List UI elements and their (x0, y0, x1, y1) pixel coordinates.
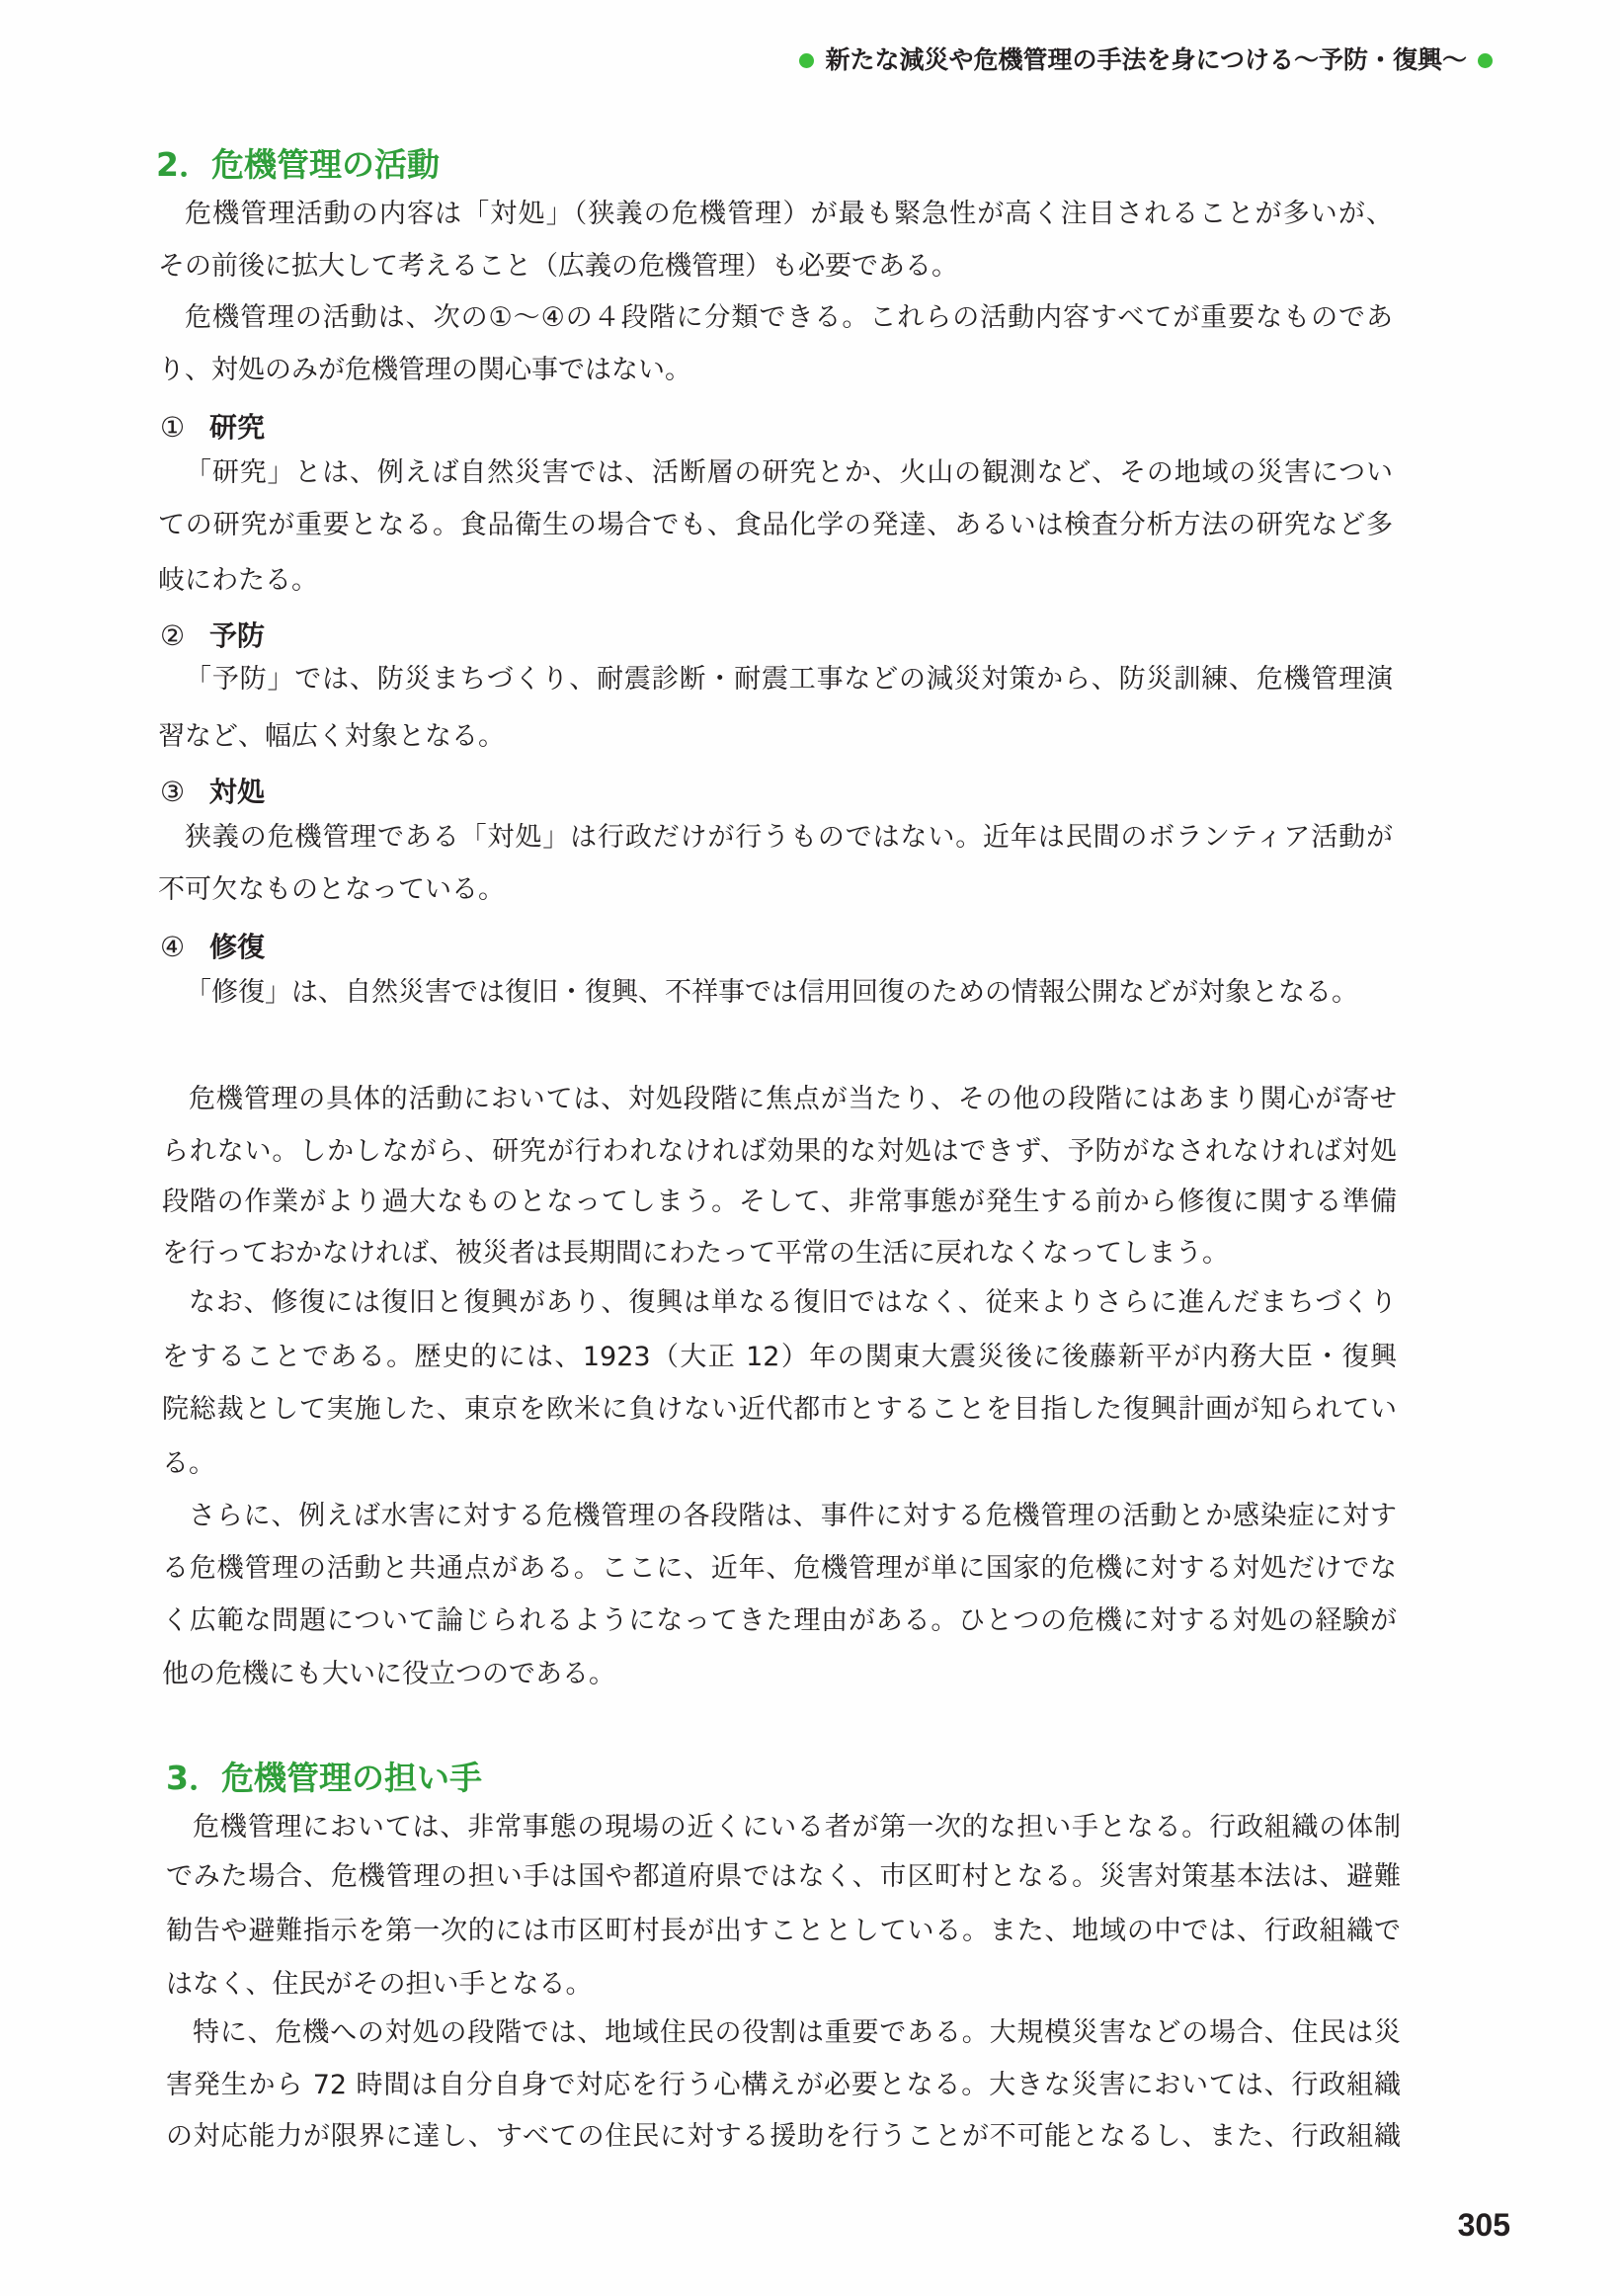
text-line: でみた場合、危機管理の担い手は国や都道府県ではなく、市区町村となる。災害対策基本法は、避難 (166, 1861, 1401, 1892)
stage-title: 修復 (209, 931, 266, 963)
page-number: 305 (1457, 2207, 1510, 2243)
running-header (799, 44, 1493, 76)
stage-heading (160, 922, 265, 973)
text-line: 院総裁として実施した、東京を欧米に負けない近代都市とすることを目指した復興計画が知られてい (162, 1394, 1397, 1425)
text-line: 害発生から 72 時間は自分自身で対応を行う心構えが必要となる。大きな災害においては、行政組織 (166, 2070, 1401, 2100)
text-line: ての研究が重要となる。食品衛生の場合でも、食品化学の発達、あるいは検査分析方法の研究など多 (158, 510, 1393, 540)
stage-number: ① (160, 411, 186, 444)
text-line: 狭義の危機管理である「対処」は行政だけが行うものではない。近年は民間のボランティア活動が (185, 822, 1393, 853)
green-bullet-icon (1478, 53, 1493, 68)
text-line: く広範な問題について論じられるようになってきた理由がある。ひとつの危機に対する対処の経験が (162, 1605, 1397, 1636)
stage-number: ② (160, 619, 186, 652)
text-line: 他の危機にも大いに役立つのである。 (162, 1659, 615, 1689)
text-line: はなく、住民がその担い手となる。 (166, 1969, 593, 2000)
text-line: 習など、幅広く対象となる。 (158, 721, 505, 752)
stage-title: 予防 (209, 619, 266, 652)
text-line: 勧告や避難指示を第一次的には市区町村長が出すこととしている。また、地域の中では、行政組織で (166, 1916, 1401, 1946)
text-line: る危機管理の活動と共通点がある。ここに、近年、危機管理が単に国家的危機に対する対処だけでな (162, 1553, 1397, 1584)
stage-title: 対処 (209, 776, 266, 808)
text-line: る。 (162, 1448, 215, 1479)
text-line: の対応能力が限界に達し、すべての住民に対する援助を行うことが不可能となるし、また、行政組織 (166, 2121, 1401, 2152)
green-bullet-icon (799, 53, 814, 68)
stage-heading (160, 767, 265, 818)
text-line: その前後に拡大して考えること（広義の危機管理）も必要である。 (158, 251, 958, 282)
stage-number: ④ (160, 931, 186, 963)
text-line: なお、修復には復旧と復興があり、復興は単なる復旧ではなく、従来よりさらに進んだまちづくり (189, 1287, 1397, 1318)
stage-number: ③ (160, 776, 186, 808)
section-heading: 2．危機管理の活動 (156, 145, 440, 184)
text-line: 特に、危機への対処の段階では、地域住民の役割は重要である。大規模災害などの場合、住民は災 (193, 2017, 1401, 2048)
text-line: をすることである。歴史的には、1923（大正 12）年の関東大震災後に後藤新平が内務大臣・復興 (162, 1342, 1397, 1372)
text-line: 危機管理活動の内容は「対処」（狭義の危機管理）が最も緊急性が高く注目されることが多いが、 (185, 199, 1393, 229)
text-line: られない。しかしながら、研究が行われなければ効果的な対処はできず、予防がなされなければ対処 (162, 1136, 1397, 1167)
text-line: 危機管理の活動は、次の①〜④の４段階に分類できる。これらの活動内容すべてが重要なものであ (185, 302, 1393, 333)
running-header-title: 新たな減災や危機管理の手法を身につける〜予防・復興〜 (825, 45, 1467, 74)
text-line: 危機管理においては、非常事態の現場の近くにいる者が第一次的な担い手となる。行政組織の体制 (193, 1812, 1401, 1843)
text-line: 不可欠なものとなっている。 (158, 874, 505, 905)
text-line: 「予防」では、防災まちづくり、耐震診断・耐震工事などの減災対策から、防災訓練、危機管理演 (185, 664, 1393, 695)
text-line: 「修復」は、自然災害では復旧・復興、不祥事では信用回復のための情報公開などが対象となる。 (185, 977, 1358, 1008)
text-line: 段階の作業がより過大なものとなってしまう。そして、非常事態が発生する前から修復に関する準備 (162, 1187, 1397, 1217)
stage-title: 研究 (209, 411, 266, 444)
text-line: 岐にわたる。 (158, 565, 318, 596)
section-heading: 3．危機管理の担い手 (166, 1759, 482, 1797)
text-line: 「研究」とは、例えば自然災害では、活断層の研究とか、火山の観測など、その地域の災害につい (185, 457, 1393, 488)
text-line: 危機管理の具体的活動においては、対処段階に焦点が当たり、その他の段階にはあまり関心が寄せ (189, 1084, 1397, 1114)
text-line: さらに、例えば水害に対する危機管理の各段階は、事件に対する危機管理の活動とか感染症に対す (189, 1501, 1397, 1531)
stage-heading (160, 402, 265, 453)
text-line: り、対処のみが危機管理の関心事ではない。 (158, 355, 691, 385)
text-line: を行っておかなければ、被災者は長期間にわたって平常の生活に戻れなくなってしまう。 (162, 1238, 1229, 1269)
